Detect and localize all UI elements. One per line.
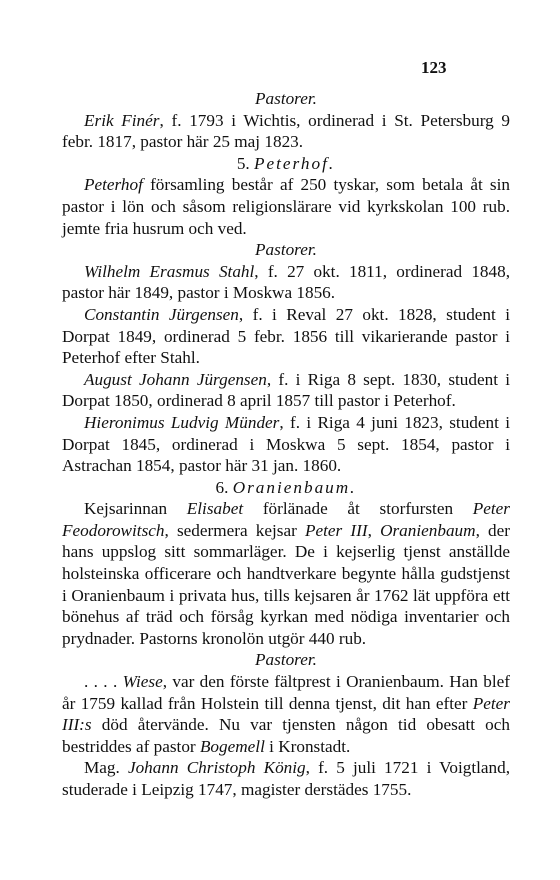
text-run: , f. 27 okt. 1811, ordinerad 1848, pastor här 1849, pastor i Moskwa 1856.	[62, 261, 511, 303]
italic-run: Constantin Jürgensen	[84, 304, 239, 324]
paragraph	[62, 757, 510, 800]
text-run: död återvände. Nu var tjensten någon tid obesatt och bestriddes af pastor	[62, 715, 510, 756]
italic-run: August Johann Jürgensen	[84, 369, 267, 389]
italic-run: Peter III	[305, 520, 368, 540]
text-run: , f. 5 juli 1721 i Voigtland, studerade i Leipzig 1747, magister derstädes 1755.	[62, 758, 510, 799]
italic-run: Elisabet	[186, 499, 244, 519]
text-run: , f. i Reval 27 okt. 1828, student i Dorpat 1849, ordinerad 5 febr. 1856 till vikarierande pastor i Peterhof efter Stahl.	[62, 304, 510, 368]
text-run: , f. 1793 i Wichtis, ordinerad i St. Petersburg 9 febr. 1817, pastor här 25 maj 1823.	[62, 110, 511, 152]
paragraph	[62, 671, 510, 757]
text-run: 5.	[236, 153, 254, 173]
text-run: Mag.	[84, 758, 128, 778]
italic-run: Hieronimus Ludvig Münder	[84, 412, 280, 432]
text-run: , f. i Riga 4 juni 1823, student i Dorpat 1845, ordinerad i Moskwa 5 sept. 1854, pastor i Astrachan 1854, pastor här 31 jan. 1860.	[62, 412, 511, 476]
section-heading	[62, 477, 510, 499]
text-run: ,	[367, 520, 381, 540]
italic-run: Oranienbaum.	[232, 477, 357, 497]
italic-run: Peter III:s	[62, 693, 510, 735]
text-run: , der hans uppslog sitt sommarläger. De i kejserlig tjenst anställde holsteinska officerare och handtverkare begynte hålla gudstjenst i Oranienbaum i privata hus, tills kejsaren år 1762 lät uppföra ett bönehus af träd och försåg kyrkan med nödiga inventarier och prydnader. Pastorns kronolön utgör 440 rub.	[62, 520, 510, 648]
paragraph	[62, 174, 510, 239]
text-run: . . . .	[84, 672, 123, 692]
text-run: , var den förste fältprest i Oranienbaum. Han blef år 1759 kallad från Holstein till denna tjenst, dit han efter	[62, 672, 510, 713]
italic-run: Peterhof	[84, 175, 143, 195]
italic-run: Johann Christoph König	[127, 758, 306, 778]
paragraph	[62, 498, 510, 649]
text-run: i Kronstadt.	[264, 736, 351, 756]
paragraph	[62, 412, 510, 477]
section-heading: Pastorer.	[255, 240, 317, 260]
italic-run: Bogemell	[199, 736, 265, 756]
italic-run: Peter Feodorowitsch	[62, 499, 510, 540]
italic-run: Erik Finér	[84, 110, 160, 130]
paragraph	[62, 110, 510, 153]
page-number: 123	[421, 58, 447, 77]
paragraph	[62, 304, 510, 369]
paragraph	[62, 369, 510, 412]
section-heading	[62, 153, 510, 175]
text-run: Kejsarinnan	[84, 499, 187, 519]
section-heading: Pastorer.	[255, 650, 317, 670]
text-run: , sedermera kejsar	[164, 520, 305, 540]
italic-run: Wiese	[122, 672, 163, 692]
italic-run: Wilhelm Erasmus Stahl	[84, 261, 255, 281]
paragraph	[62, 261, 510, 304]
text-run: , f. i Riga 8 sept. 1830, student i Dorpat 1850, ordinerad 8 april 1857 till pastor i Peterhof.	[62, 369, 510, 411]
italic-run: Peterhof.	[254, 153, 336, 173]
page-body	[62, 88, 510, 801]
text-run: förlänade åt storfursten	[243, 499, 473, 519]
text-run: 6.	[215, 477, 233, 497]
section-heading: Pastorer.	[255, 89, 317, 108]
italic-run: Oranienbaum	[380, 520, 476, 540]
text-run: församling består af 250 tyskar, som betala åt sin pastor i lön och såsom religionslärare vid kyrkskolan 100 rub. jemte fria husrum och ved.	[62, 175, 510, 238]
